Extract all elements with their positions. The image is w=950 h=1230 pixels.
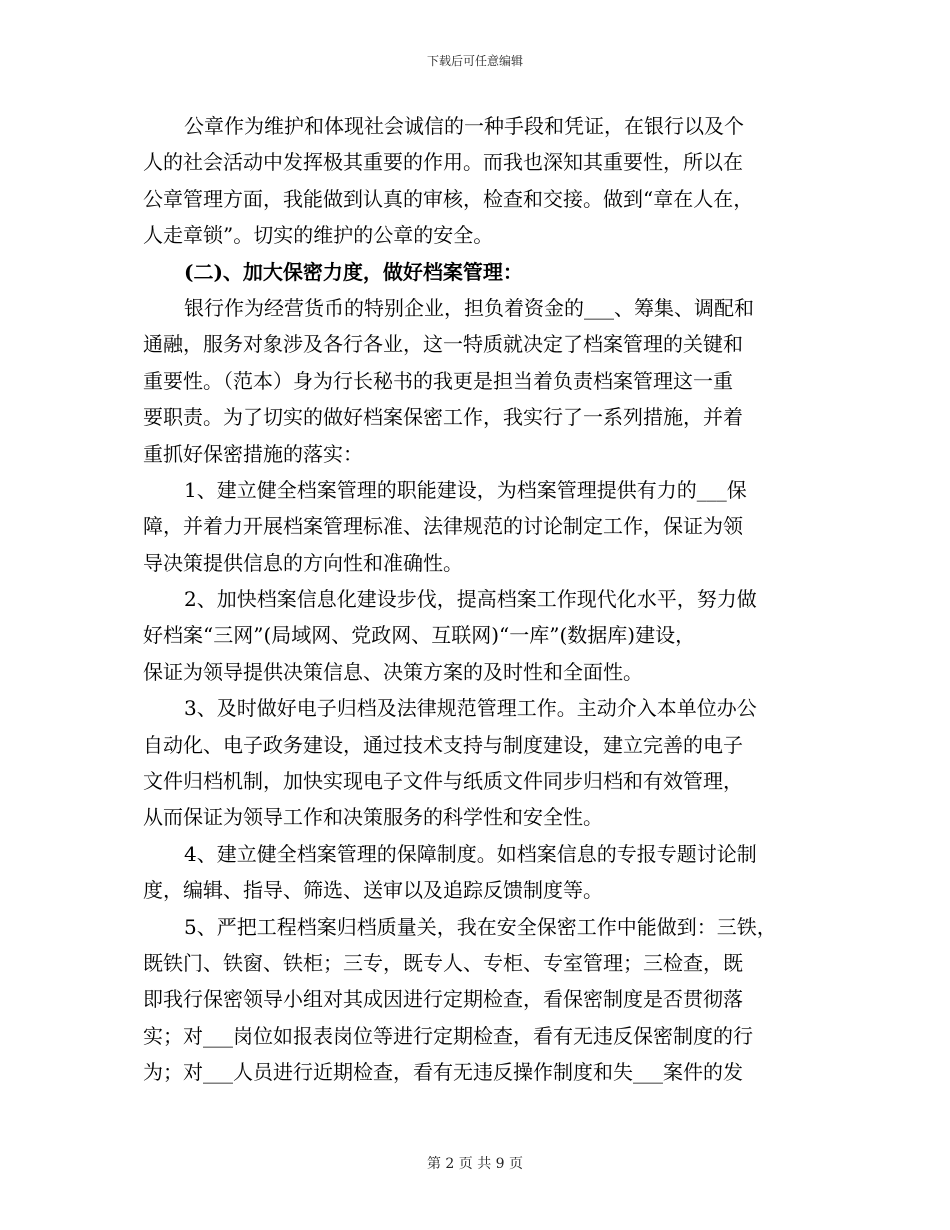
paragraph-line: 重抓好保密措施的落实：: [143, 441, 363, 466]
paragraph-line: 从而保证为领导工作和决策服务的科学性和安全性。: [143, 805, 603, 830]
page-header: 下载后可任意编辑: [426, 54, 523, 68]
paragraph-line: 人走章锁”。切实的维护的公章的安全。: [143, 223, 494, 248]
paragraph-line: 自动化、电子政务建设，通过技术支持与制度建设，建立完善的电子: [143, 732, 743, 757]
paragraph-line: 障，并着力开展档案管理标准、法律规范的讨论制定工作，保证为领: [143, 514, 743, 539]
paragraph-line: 2、加快档案信息化建设步伐，提高档案工作现代化水平，努力做: [184, 587, 757, 612]
paragraph-line: 好档案“三网”(局域网、党政网、互联网)“一库”(数据库)建设，: [143, 623, 696, 648]
paragraph-line: 文件归档机制，加快实现电子文件与纸质文件同步归档和有效管理，: [143, 769, 743, 794]
paragraph-line: 银行作为经营货币的特别企业，担负着资金的___、筹集、调配和: [184, 295, 754, 320]
paragraph-line: 为；对___人员进行近期检查，看有无违反操作制度和失___案件的发: [143, 1060, 743, 1085]
paragraph-line: 1、建立健全档案管理的职能建设，为档案管理提供有力的___保: [184, 477, 747, 502]
paragraph-line: 公章管理方面，我能做到认真的审核，检查和交接。做到“章在人在，: [143, 186, 754, 211]
paragraph-line: 通融，服务对象涉及各行各业，这一特质就决定了档案管理的关键和: [143, 332, 743, 357]
section-heading: (二)、加大保密力度，做好档案管理：: [184, 259, 523, 284]
document-body: [143, 108, 809, 1091]
paragraph-line: 既铁门、铁窗、铁柜；三专，既专人、专柜、专室管理；三检查，既: [143, 950, 743, 975]
paragraph-line: 要职责。为了切实的做好档案保密工作，我实行了一系列措施，并着: [143, 405, 743, 430]
paragraph-line: 保证为领导提供决策信息、决策方案的及时性和全面性。: [143, 659, 643, 684]
paragraph-line: 4、建立健全档案管理的保障制度。如档案信息的专报专题讨论制: [184, 841, 757, 866]
paragraph-line: 重要性。（范本）身为行长秘书的我更是担当着负责档案管理这一重: [143, 368, 733, 393]
paragraph-line: 度，编辑、指导、筛选、送审以及追踪反馈制度等。: [143, 878, 603, 903]
paragraph-line: 即我行保密领导小组对其成因进行定期检查，看保密制度是否贯彻落: [143, 987, 743, 1012]
paragraph-line: 5、严把工程档案归档质量关，我在安全保密工作中能做到：三铁，: [184, 914, 777, 939]
page-footer: 第 2 页 共 9 页: [426, 1156, 524, 1172]
paragraph-line: 实；对___岗位如报表岗位等进行定期检查，看有无违反保密制度的行: [143, 1023, 753, 1048]
paragraph-line: 3、及时做好电子归档及法律规范管理工作。主动介入本单位办公: [184, 696, 757, 721]
paragraph-line: 人的社会活动中发挥极其重要的作用。而我也深知其重要性，所以在: [143, 150, 743, 175]
paragraph-line: 导决策提供信息的方向性和准确性。: [143, 550, 463, 575]
paragraph-line: 公章作为维护和体现社会诚信的一种手段和凭证，在银行以及个: [184, 114, 744, 138]
